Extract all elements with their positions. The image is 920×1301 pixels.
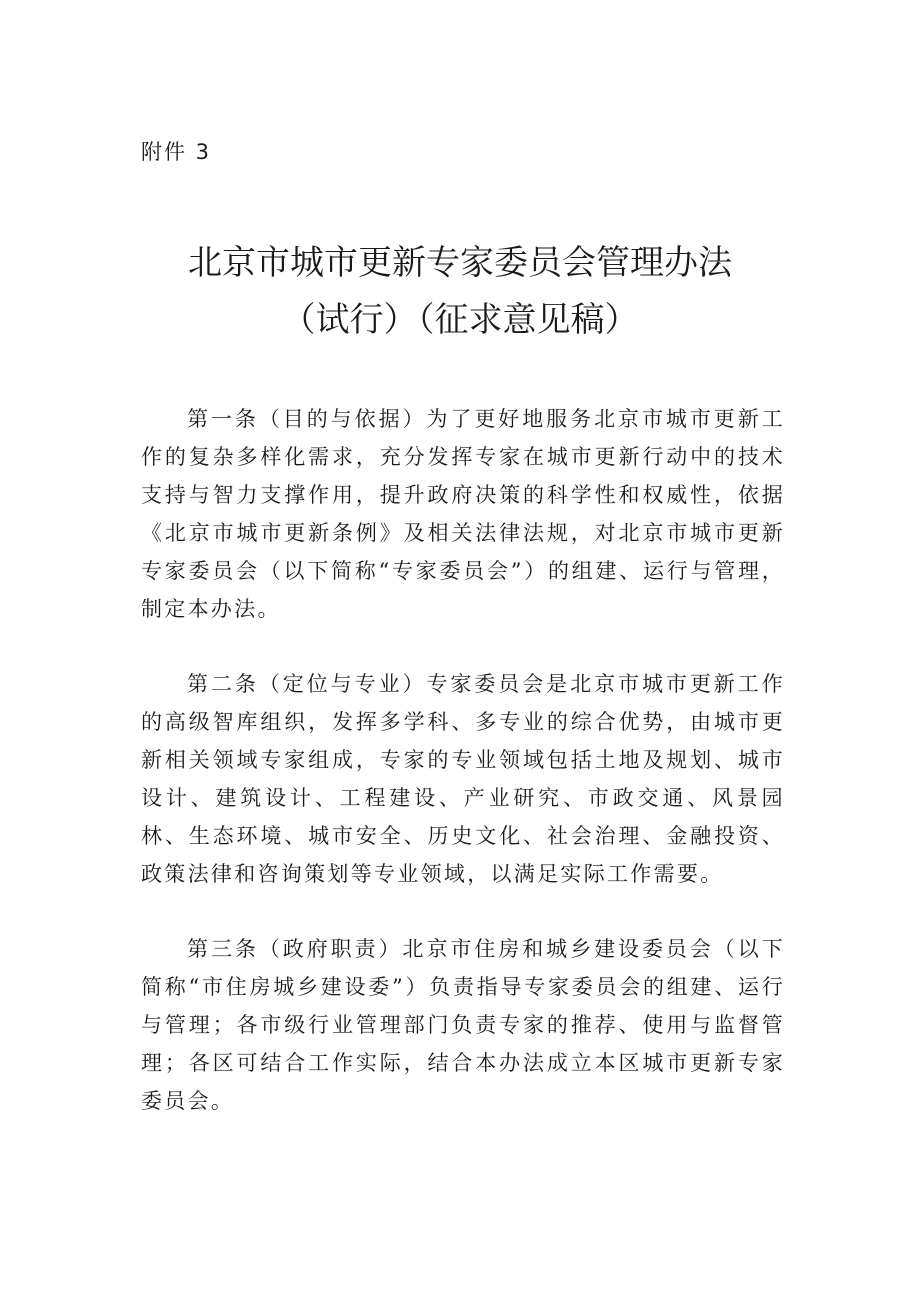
attachment-label: 附件 3: [141, 140, 212, 164]
article-2-paragraph: 第二条（定位与专业）专家委员会是北京市城市更新工作的高级智库组织，发挥多学科、多专业的综合优势，由城市更新相关领域专家组成，专家的专业领域包括土地及规划、城市设计、建筑设计、工程建设、产业研究、市政交通、风景园林、生态环境、城市安全、历史文化、社会治理、金融投资、政策法律和咨询策划等专业领域，以满足实际工作需要。: [141, 672, 785, 886]
article-1-paragraph: 第一条（目的与依据）为了更好地服务北京市城市更新工作的复杂多样化需求，充分发挥专家在城市更新行动中的技术支持与智力支撑作用，提升政府决策的科学性和权威性，依据《北京市城市更新条例》及相关法律法规，对北京市城市更新专家委员会（以下简称“专家委员会”）的组建、运行与管理，制定本办法。: [141, 407, 785, 621]
document-subtitle: （试行）（征求意见稿）: [281, 300, 639, 340]
document-title: 北京市城市更新专家委员会管理办法: [188, 243, 732, 283]
article-3-paragraph: 第三条（政府职责）北京市住房和城乡建设委员会（以下简称“市住房城乡建设委”）负责指导专家委员会的组建、运行与管理；各市级行业管理部门负责专家的推荐、使用与监督管理；各区可结合工作实际，结合本办法成立本区城市更新专家委员会。: [141, 937, 785, 1113]
